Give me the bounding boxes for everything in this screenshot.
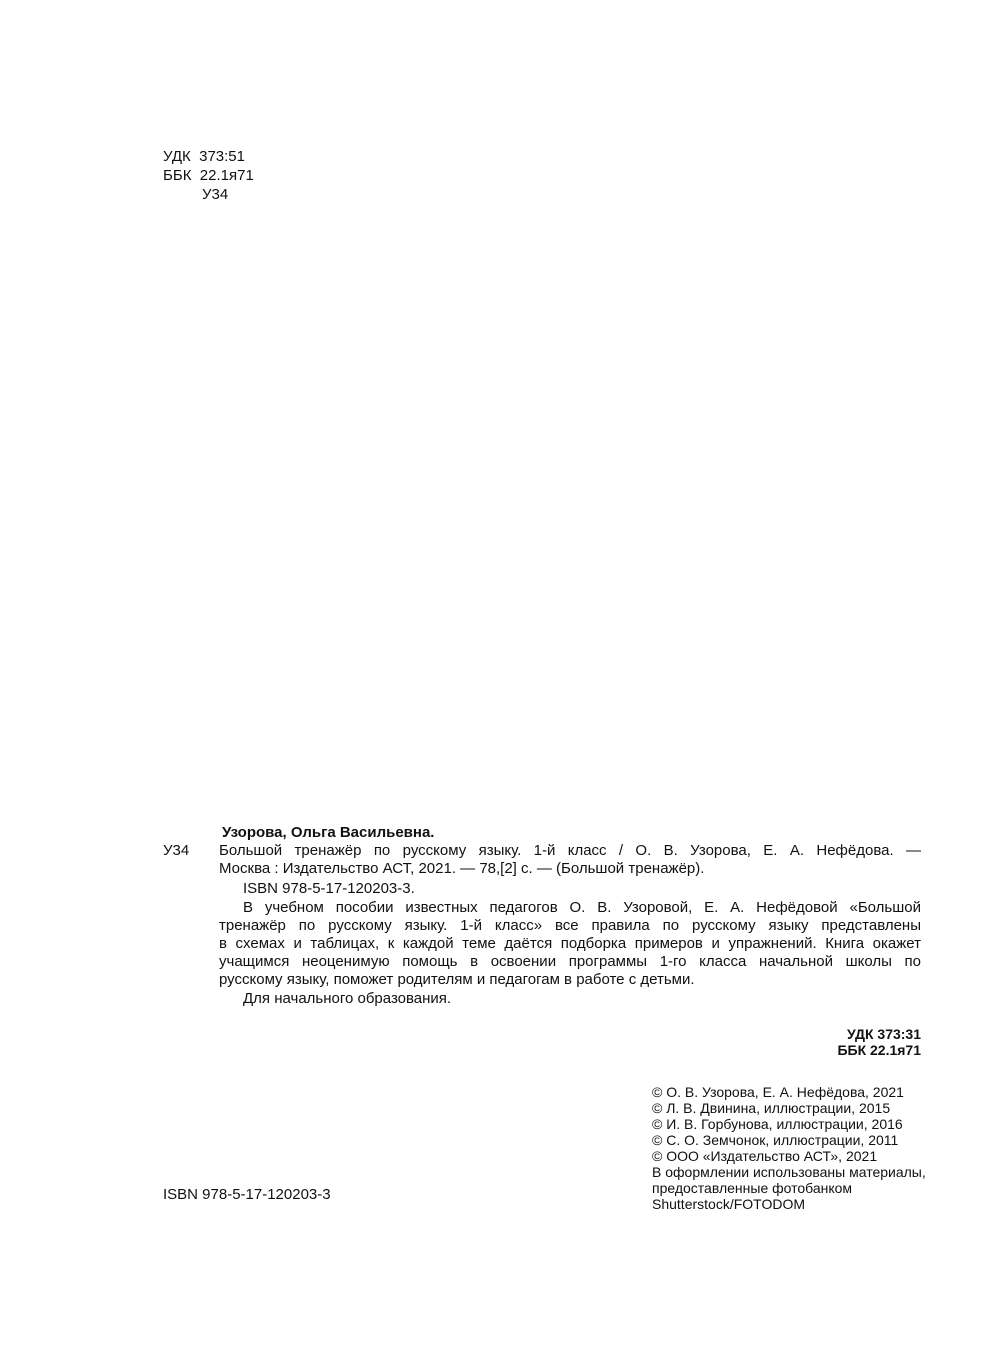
catalog-author: Узорова, Ольга Васильевна. [222,824,435,841]
copyright-line: © И. В. Горбунова, иллюстрации, 2016 [652,1116,903,1132]
catalog-title-line-2: Москва : Издательство АСТ, 2021. — 78,[2] с. — (Большой тренажёр). [219,860,705,877]
copyright-line: предоставленные фотобанком [652,1180,853,1196]
udk-line [163,147,254,166]
annotation-line-3: в схемах и таблицах, к каждой теме даётся подборка примеров и упражнений. Книга окажет [219,935,921,952]
bbk-value: 22.1я71 [199,167,254,184]
copyright-line: © О. В. Узорова, Е. А. Нефёдова, 2021 [652,1084,904,1100]
catalog-audience: Для начального образования. [243,990,452,1007]
annotation-line-2: тренажёр по русскому языку. 1-й класс» все правила по русскому языку представлены [219,917,921,934]
catalog-isbn: ISBN 978-5-17-120203-3. [243,880,415,897]
copyright-line: В оформлении использованы материалы, [652,1164,926,1180]
catalog-title-line-1: Большой тренажёр по русскому языку. 1-й класс / О. В. Узорова, Е. А. Нефёдова. — [219,842,921,859]
udk-label: УДК [163,148,191,165]
header-codes [163,147,254,185]
bbk-line [163,166,254,185]
udk-right: УДК 373:31 [847,1026,921,1042]
copyright-line: © Л. В. Двинина, иллюстрации, 2015 [652,1100,891,1116]
copyright-line: © С. О. Земчонок, иллюстрации, 2011 [652,1132,899,1148]
copyright-block [652,1084,926,1212]
bbk-right: ББК 22.1я71 [837,1042,921,1058]
bbk-label: ББК [163,167,192,184]
isbn-bottom: ISBN 978-5-17-120203-3 [163,1186,331,1203]
udk-value: 373:51 [199,148,245,165]
copyright-line: © ООО «Издательство АСТ», 2021 [652,1148,878,1164]
copyright-line: Shutterstock/FOTODOM [652,1196,805,1212]
annotation-line-1: В учебном пособии известных педагогов О. В. Узоровой, Е. А. Нефёдовой «Большой [243,899,921,916]
annotation-line-4: учащимся неоценимую помощь в освоении программы 1-го класса начальной школы по [219,953,921,970]
catalog-author-mark: У34 [163,842,190,859]
udk-bbk-right [837,1026,921,1058]
annotation-line-5: русскому языку, поможет родителям и педагогам в работе с детьми. [219,971,695,988]
header-author-mark: У34 [202,186,229,203]
